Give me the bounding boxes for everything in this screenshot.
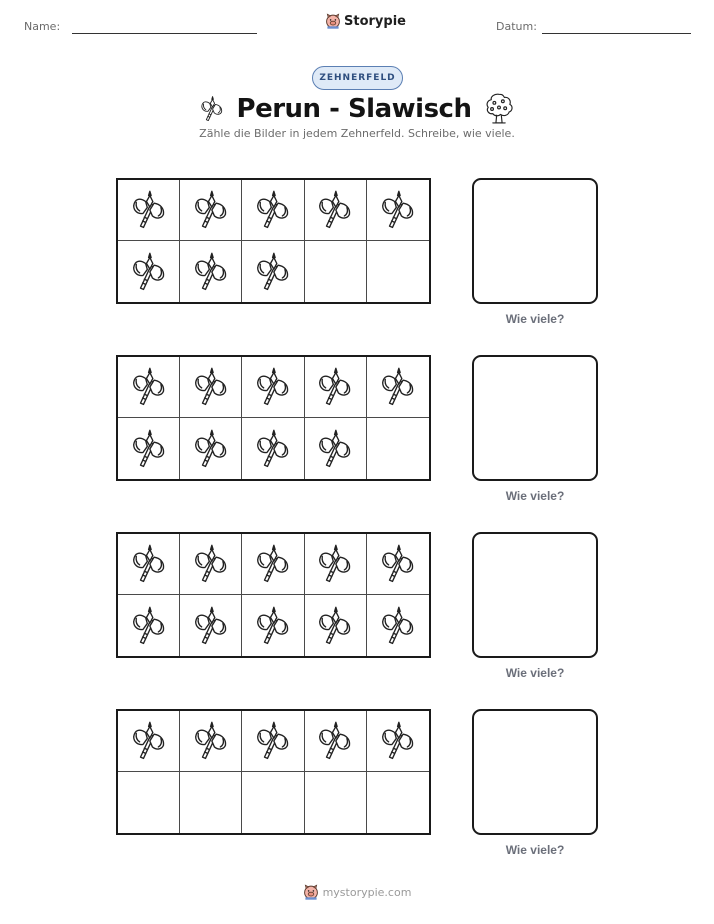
ten-frame-cell [242, 772, 304, 833]
battle-axe-icon [256, 190, 290, 230]
battle-axe-icon [132, 544, 166, 584]
battle-axe-icon [256, 367, 290, 407]
battle-axe-icon [132, 252, 166, 292]
ten-frame-cell [180, 418, 242, 479]
ten-frame-cell [242, 711, 304, 772]
ten-frame-cell [305, 241, 367, 302]
battle-axe-icon [318, 190, 352, 230]
battle-axe-icon [256, 252, 290, 292]
answer-label: Wie viele? [505, 489, 565, 503]
instructions: Zähle die Bilder in jedem Zehnerfeld. Schreibe, wie viele. [199, 127, 515, 140]
category-badge-label: ZEHNERFELD [319, 73, 396, 83]
battle-axe-icon [194, 252, 228, 292]
category-badge [312, 66, 403, 90]
ten-frame-cell [367, 357, 429, 418]
ten-frame-cell [242, 180, 304, 241]
battle-axe-icon [318, 606, 352, 646]
ten-frame-cell [180, 711, 242, 772]
ten-frame-cell [180, 357, 242, 418]
ten-frame [116, 532, 431, 658]
name-label: Name: [24, 20, 61, 33]
title-row [0, 90, 714, 128]
ten-frame-cell [305, 595, 367, 656]
battle-axe-icon [256, 606, 290, 646]
battle-axe-icon [132, 367, 166, 407]
date-write-line [542, 33, 691, 34]
ten-frame [116, 178, 431, 304]
battle-axe-icon [194, 367, 228, 407]
pig-mascot-icon [325, 13, 341, 30]
ten-frame-cell [180, 595, 242, 656]
battle-axe-icon [194, 544, 228, 584]
ten-frame-cell [367, 711, 429, 772]
answer-box[interactable] [472, 709, 598, 835]
ten-frame-cell [367, 418, 429, 479]
answer-label: Wie viele? [505, 312, 565, 326]
ten-frame-cell [305, 357, 367, 418]
ten-frame-cell [180, 534, 242, 595]
ten-frame-cell [242, 241, 304, 302]
battle-axe-icon [318, 544, 352, 584]
battle-axe-icon [194, 190, 228, 230]
answer-box[interactable] [472, 178, 598, 304]
footer [0, 884, 714, 901]
answer-label: Wie viele? [505, 666, 565, 680]
date-label: Datum: [496, 20, 537, 33]
ten-frame-cell [305, 772, 367, 833]
ten-frame-cell [118, 534, 180, 595]
ten-frame-cell [118, 595, 180, 656]
ten-frame-cell [180, 772, 242, 833]
battle-axe-icon [256, 721, 290, 761]
pig-mascot-icon [303, 884, 319, 901]
battle-axe-icon [318, 721, 352, 761]
battle-axe-icon [318, 429, 352, 469]
ten-frame-cell [367, 595, 429, 656]
ten-frame-cell [305, 711, 367, 772]
battle-axe-icon [194, 429, 228, 469]
answer-label: Wie viele? [505, 843, 565, 857]
brand-name: Storypie [344, 14, 406, 29]
name-write-line [72, 33, 257, 34]
battle-axe-icon [132, 721, 166, 761]
ten-frame-cell [180, 180, 242, 241]
ten-frame-cell [118, 772, 180, 833]
ten-frame-cell [242, 534, 304, 595]
battle-axe-icon [381, 367, 415, 407]
battle-axe-icon [132, 190, 166, 230]
battle-axe-icon [194, 606, 228, 646]
ten-frame-cell [118, 711, 180, 772]
ten-frame-cell [367, 180, 429, 241]
battle-axe-icon [199, 96, 225, 122]
battle-axe-icon [256, 429, 290, 469]
battle-axe-icon [132, 429, 166, 469]
ten-frame-cell [118, 357, 180, 418]
ten-frame-cell [118, 180, 180, 241]
ten-frame-cell [242, 357, 304, 418]
ten-frame-cell [118, 241, 180, 302]
ten-frame-cell [242, 595, 304, 656]
battle-axe-icon [381, 721, 415, 761]
battle-axe-icon [318, 367, 352, 407]
ten-frame-cell [180, 241, 242, 302]
answer-box[interactable] [472, 355, 598, 481]
worksheet-header [0, 0, 714, 50]
tree-icon [483, 92, 515, 126]
ten-frame [116, 709, 431, 835]
battle-axe-icon [381, 544, 415, 584]
ten-frame-cell [242, 418, 304, 479]
battle-axe-icon [132, 606, 166, 646]
battle-axe-icon [256, 544, 290, 584]
answer-box[interactable] [472, 532, 598, 658]
battle-axe-icon [381, 190, 415, 230]
page-title: Perun - Slawisch [236, 94, 472, 124]
footer-url: mystorypie.com [322, 886, 412, 899]
ten-frame-cell [305, 534, 367, 595]
battle-axe-icon [381, 606, 415, 646]
ten-frame-cell [305, 418, 367, 479]
ten-frame-cell [305, 180, 367, 241]
battle-axe-icon [194, 721, 228, 761]
ten-frame-cell [118, 418, 180, 479]
ten-frame-cell [367, 772, 429, 833]
ten-frame-cell [367, 241, 429, 302]
ten-frame [116, 355, 431, 481]
brand-logo [325, 13, 406, 30]
ten-frame-cell [367, 534, 429, 595]
